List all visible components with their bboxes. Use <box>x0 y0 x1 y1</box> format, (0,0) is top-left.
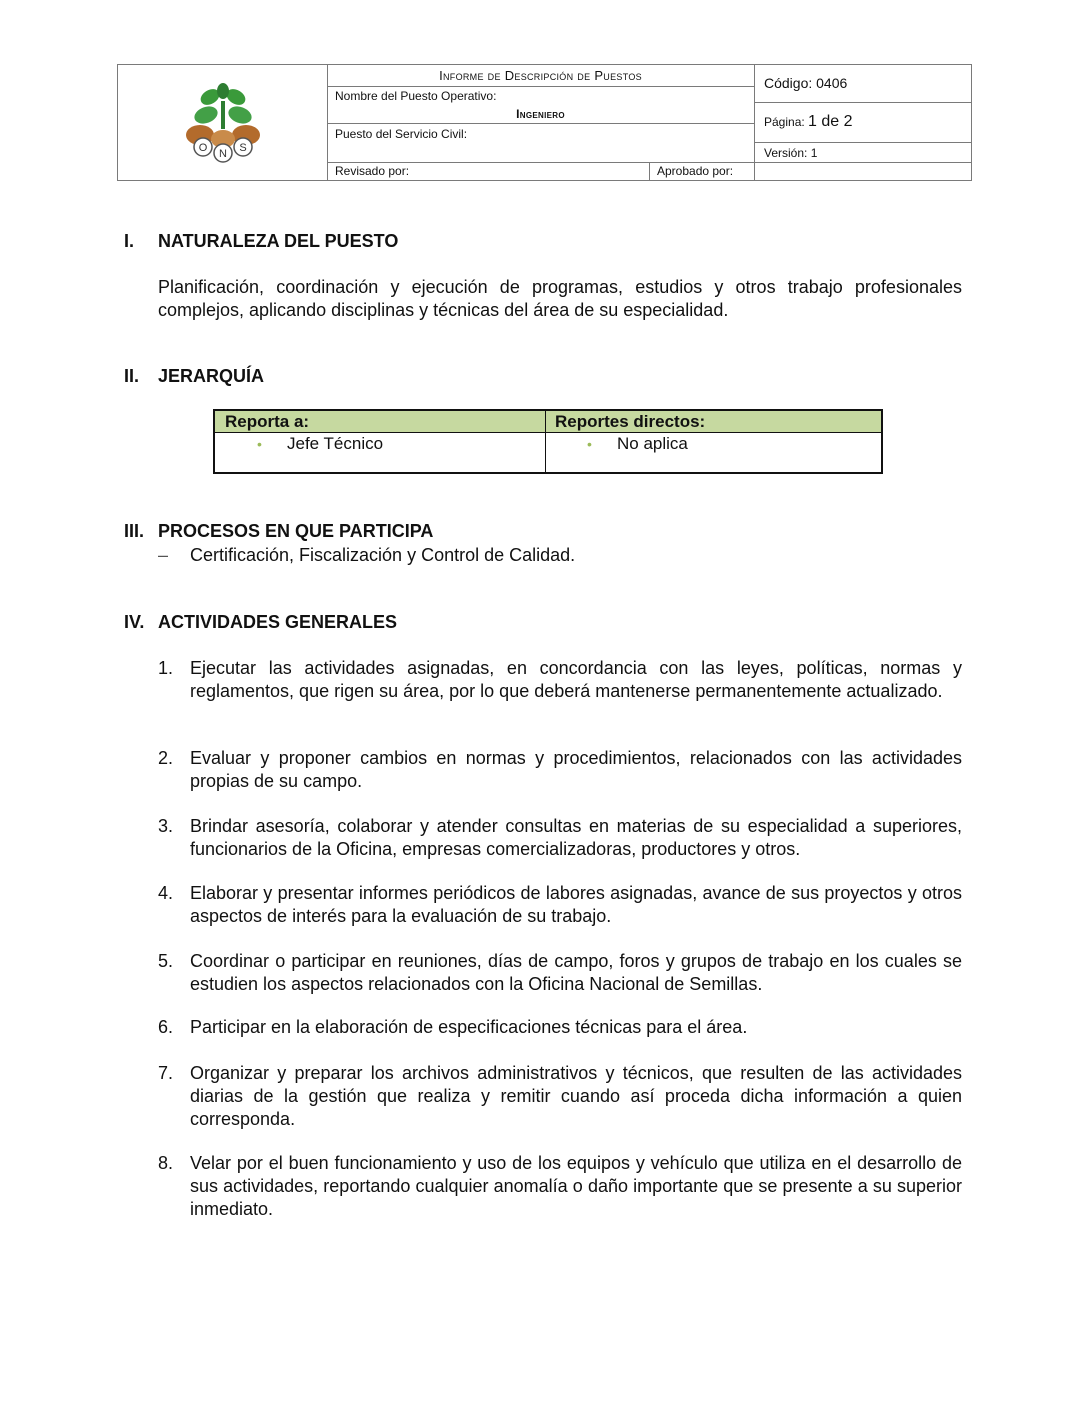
ons-logo <box>178 79 268 169</box>
activity-number: 3. <box>158 816 174 836</box>
reportes-directos-item: No aplica <box>617 434 688 453</box>
pagina <box>754 103 971 143</box>
bullet-icon: • <box>257 436 262 452</box>
reportes-directos-header: Reportes directos: <box>555 412 706 431</box>
svg-text:N: N <box>219 148 227 160</box>
activity-item <box>158 747 962 793</box>
activity-item <box>158 1016 962 1039</box>
svg-text:O: O <box>198 142 208 154</box>
hierarchy-table <box>213 409 883 474</box>
section-number: I. <box>124 231 135 251</box>
activity-item <box>158 882 962 928</box>
version: Versión: 1 <box>754 143 971 163</box>
activity-item <box>158 1152 962 1221</box>
activity-number: 1. <box>158 658 174 678</box>
logo-cell <box>118 65 328 180</box>
section-title: ACTIVIDADES GENERALES <box>158 612 398 632</box>
activity-text: Brindar asesoría, colaborar y atender consultas en materias de su especialidad a superiores, funcionarios de la Oficina, empresas comercializadoras, productores y otros. <box>190 816 962 859</box>
section-number: II. <box>124 366 140 386</box>
aprobado-por: Aprobado por: <box>657 164 734 178</box>
activity-text: Participar en la elaboración de especificaciones técnicas para el área. <box>190 1017 748 1037</box>
svg-text:S: S <box>239 142 247 154</box>
activity-text: Coordinar o participar en reuniones, días de campo, foros y grupos de trabajo en los cuales se estudien los aspectos relacionados con la Oficina Nacional de Semillas. <box>190 951 962 994</box>
activity-text: Evaluar y proponer cambios en normas y procedimientos, relacionados con las actividades propias de su campo. <box>190 748 962 791</box>
section-number: III. <box>124 521 145 541</box>
puesto-operativo-value: Ingeniero <box>516 107 565 121</box>
activity-text: Ejecutar las actividades asignadas, en concordancia con las leyes, políticas, normas y reglamentos, que rigen su área, por lo que deberá mantenerse permanentemente actualizado. <box>190 658 962 701</box>
reporta-a-header: Reporta a: <box>225 412 310 431</box>
activity-item <box>158 950 962 996</box>
section-number: IV. <box>124 612 145 632</box>
bullet-icon: • <box>587 436 592 452</box>
pagina-value: 1 de 2 <box>808 113 853 130</box>
codigo: Código: 0406 <box>754 65 971 103</box>
reporta-a-item: Jefe Técnico <box>287 434 384 453</box>
activity-item <box>158 657 962 703</box>
document-header <box>117 64 972 181</box>
activity-number: 8. <box>158 1153 174 1173</box>
activity-item <box>158 1062 962 1131</box>
section-title: JERARQUÍA <box>158 366 265 386</box>
servicio-civil-label: Puesto del Servicio Civil: <box>335 127 468 141</box>
activity-number: 2. <box>158 748 174 768</box>
report-title: Informe de Descripción de Puestos <box>327 65 754 87</box>
hierarchy-header-row <box>215 411 881 433</box>
approval-divider <box>649 163 650 180</box>
section-title: NATURALEZA DEL PUESTO <box>158 231 399 251</box>
pagina-label: Página: <box>764 115 805 129</box>
section-title: PROCESOS EN QUE PARTICIPA <box>158 521 434 541</box>
puesto-operativo-label: Nombre del Puesto Operativo: <box>335 89 497 103</box>
puesto-operativo-row <box>327 87 754 124</box>
activity-number: 4. <box>158 883 174 903</box>
activity-text: Velar por el buen funcionamiento y uso de los equipos y vehículo que utiliza en el desarrollo de sus actividades, reportando cualquier anomalía o daño importante que se presente a su superior inmediato. <box>190 1153 962 1219</box>
hierarchy-divider <box>545 411 546 472</box>
servicio-civil-row <box>327 124 754 163</box>
activity-number: 6. <box>158 1017 174 1037</box>
approval-row <box>327 163 971 180</box>
activity-number: 5. <box>158 951 174 971</box>
activity-number: 7. <box>158 1063 174 1083</box>
revisado-por: Revisado por: <box>335 164 410 178</box>
process-text: Certificación, Fiscalización y Control de Calidad. <box>190 545 576 565</box>
activity-item <box>158 815 962 861</box>
section-1-text: Planificación, coordinación y ejecución de programas, estudios y otros trabajo profesionales complejos, aplicando disciplinas y técnicas del área de su especialidad. <box>158 277 962 320</box>
dash-icon: – <box>158 545 169 565</box>
activity-text: Organizar y preparar los archivos administrativos y técnicos, que resulten de las actividades diarias de la gestión que realiza y remitir cuando así proceda dicha información a quien corresponda. <box>190 1063 962 1129</box>
activity-text: Elaborar y presentar informes periódicos de labores asignadas, avance de sus proyectos y otros aspectos de interés para la evaluación de su trabajo. <box>190 883 962 926</box>
